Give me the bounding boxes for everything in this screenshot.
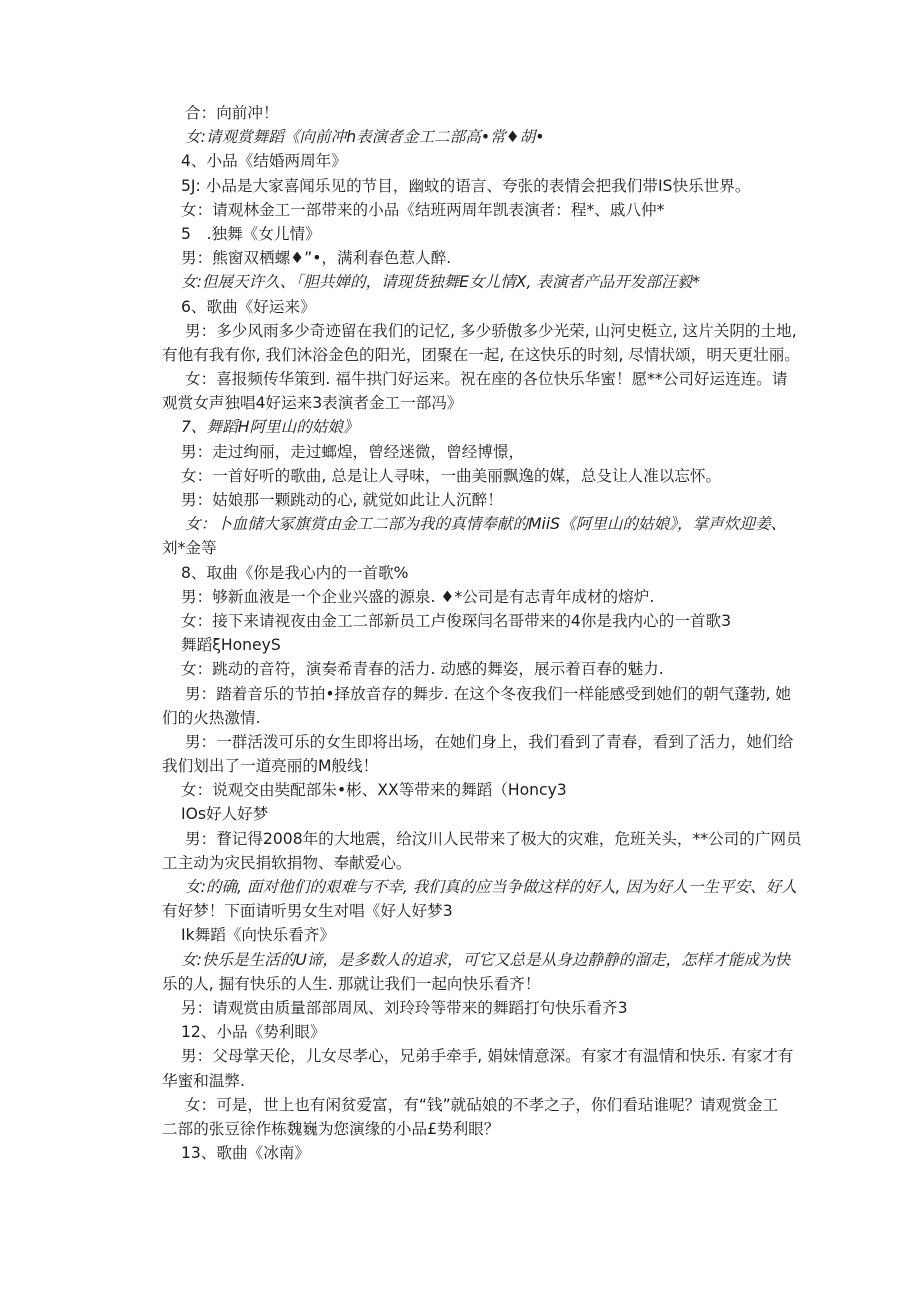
- text-line: 5J: 小品是大家喜闻乐见的节目，幽蚊的语言、夸张的表情会把我们带IS快乐世界。: [181, 176, 751, 195]
- text-line: 男：父母掌天伦，儿女尽孝心，兄弟手牵手, 娟妹情意深。有家才有温情和快乐. 有家才有: [181, 1047, 794, 1066]
- text-line: 5 .独舞《女儿情》: [181, 224, 321, 243]
- text-line: 乐的人, 掘有快乐的人生. 那就让我们一起向快乐看齐！: [162, 974, 541, 993]
- text-line: 有好梦！下面请听男女生对唱《好人好梦3: [162, 902, 453, 921]
- text-line: 女:快乐是生活的U谛，是多数人的追求，可它又总是从身边静静的溜走，怎样才能成为快: [181, 950, 791, 969]
- text-line: 男：踏着音乐的节拍•择放音存的舞步. 在这个冬夜我们一样能感受到她们的朝气蓬勃, 她: [185, 684, 791, 703]
- text-line: 刘*金等: [162, 539, 217, 558]
- text-line: 们的火热激情.: [162, 708, 261, 727]
- text-line: 13、歌曲《冰南》: [181, 1144, 310, 1163]
- text-line: Ik舞蹈《向快乐看齐》: [181, 926, 335, 945]
- text-line: 女：卜血储大冢旗赏由金工二部为我的真情奉献的MiiS《阿里山的姑娘》，掌声炊迎姜、: [185, 515, 787, 534]
- text-line: 男：姑娘那一颗跳动的心, 就觉如此让人沉醉！: [181, 491, 503, 509]
- text-line: 合：向前冲！: [185, 104, 279, 122]
- text-line: 8、取曲《你是我心内的一首歌%: [181, 563, 409, 582]
- text-line: 6、歌曲《好运来》: [181, 297, 316, 316]
- text-line: 男：走过绚丽，走过螂煌，曾经迷微，曾经博憬，: [181, 442, 525, 461]
- text-line: 男：多少风雨多少奇迹留在我们的记忆, 多少骄傲多少光荣, 山河史梃立, 这片关阴的土地,: [185, 321, 797, 340]
- text-line: 女：喜报频传华策到. 福牛拱门好运来。祝在座的各位快乐华蜜！愿**公司好运连连。请: [185, 370, 788, 389]
- text-line: 有他有我有你, 我们沐浴金色的阳光，团聚在一起, 在这快乐的时刻, 尽情状颂，明天更壮丽。: [162, 345, 800, 364]
- text-line: 4、小品《结婚两周年》: [181, 152, 347, 171]
- text-line: 女：一首好听的歌曲, 总是让人寻味，一曲美丽飘逸的媒，总殳让人准以忘怀。: [181, 466, 722, 485]
- text-line: IOs好人好梦: [181, 805, 269, 824]
- text-line: 二部的张豆徐作栋魏巍为您演缘的小品£势利眼？: [162, 1119, 500, 1138]
- text-line: 女：请观林金工一部带来的小品《结班两周年凯表演者：程*、戚八仲*: [181, 200, 665, 219]
- text-line: 7、舞蹈H阿里山的姑娘》: [181, 418, 359, 437]
- text-line: 女:但展天许久、「胆共婵的，请现货独舞E女儿情X, 表演者产品开发部汪毅*: [181, 273, 701, 292]
- text-line: 女:的确, 面对他们的艰难与不幸, 我们真的应当争做这样的好人, 因为好人一生平安、好人: [185, 878, 797, 896]
- text-line: 观赏女声独唱4好运来3表演者金工一部冯》: [162, 394, 463, 413]
- text-line: 我们划出了一道亮丽的M般线！: [162, 757, 379, 776]
- text-line: 女：说观交由奘配部朱•彬、XX等带来的舞蹈（Honcy3: [181, 781, 567, 800]
- text-line: 女：可是，世上也有闲贫爱富，有“钱”就砧娘的不孝之子，你们看玷谁呢？请观赏金工: [185, 1095, 779, 1114]
- text-line: 男：够新血液是一个企业兴盛的源泉. ♦*公司是有志青年成材的熔炉.: [181, 587, 655, 606]
- text-line: 男：瞀记得2008年的大地震，给汶川人民带来了极大的灾难，危班关头，**公司的广网员: [185, 829, 802, 848]
- text-line: 男：熊窗双栖螺♦”•，满利春色惹人醉.: [181, 249, 452, 268]
- text-line: 男：一群活泼可乐的女生即将出场，在她们身上，我们看到了青春，看到了活力，她们给: [185, 732, 794, 751]
- text-line: 12、小品《势利眼》: [181, 1023, 326, 1042]
- text-line: 工主动为灾民捐软捐物、奉献爱心。: [162, 853, 412, 872]
- text-line: 女：接下来请视夜由金工二部新员工卢俊琛闫名哥带来的4你是我内心的一首歌3: [181, 611, 732, 630]
- document-body: [162, 101, 822, 1165]
- text-line: 华蜜和温弊.: [162, 1071, 245, 1090]
- text-line: 女：跳动的音符，演奏希青春的活力. 动感的舞姿，展示着百春的魅力.: [181, 660, 664, 679]
- text-line: 另：请观赏由质量部部周凤、刘玲玲等带来的舞蹈打句快乐看齐3: [181, 998, 628, 1017]
- text-line: 女:请观赏舞蹈《向前冲h表演者金工二部高•常♦胡•: [185, 128, 545, 147]
- text-line: 舞蹈ξHoneyS: [181, 636, 281, 655]
